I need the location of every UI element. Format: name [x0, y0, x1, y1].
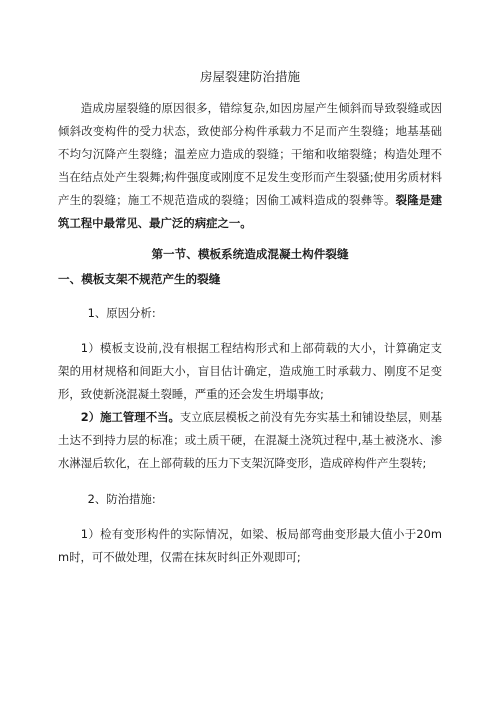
measure-item-1: 1）检有变形构件的实际情况，如梁、板局部弯曲变形最大值小于20mm时，可不做处理，仅需在抹灰时纠正外观即可;: [58, 527, 442, 564]
analysis-item-2-lead: 2）施工管理不当。: [80, 410, 180, 424]
intro-paragraph: [58, 97, 442, 235]
section-heading: 第一节、模板系统造成混凝土构件裂缝: [151, 247, 349, 261]
subsection-heading: 一、模板支架不规范产生的裂缝: [58, 272, 221, 286]
measures-label: 2、防治措施:: [87, 492, 156, 506]
analysis-item-1: 1）模板支设前,没有根据工程结构形式和上部荷载的大小，计算确定支架的用材规格和间距大小，盲目估计确定，造成施工时承载力、刚度不足变形，致使新浇混凝土裂睡，严重的还会发生坍塌事故;: [58, 341, 442, 401]
analysis-item-2: [58, 406, 442, 475]
analysis-label: 1、原因分析:: [87, 306, 156, 320]
analysis-item-2-rest: 支立底层模板之前没有先夯实基土和铺设垫层，则基土达不到持力层的标准；或土质干硬，在混凝土浇筑过程中,基土被浇水、渗水淋湿后软化，在上部荷载的压力下支架沉降变形，造成碎构件产生裂转;: [58, 410, 442, 470]
intro-emphasis: 裂隆是建筑工程中最常见、最广泛的病症之一。: [58, 193, 442, 230]
intro-text: 造成房屋裂缝的原因很多，错综复杂,如因房屋产生倾斜而导致裂缝或因倾斜改变构件的受力状态，致使部分构件承载力不足而产生裂缝；地基基础不均匀沉降产生裂缝；温差应力造成的裂缝；干缩和收缩裂缝；构造处理不当在结点处产生裂舞;构件强度或刚度不足发生变形而产生裂骚;使用劣质材料产生的裂缝；施工不规范造成的裂缝；因偷工减料造成的裂彝等。: [58, 101, 442, 207]
document-title: 房屋裂建防治措施: [199, 69, 300, 84]
